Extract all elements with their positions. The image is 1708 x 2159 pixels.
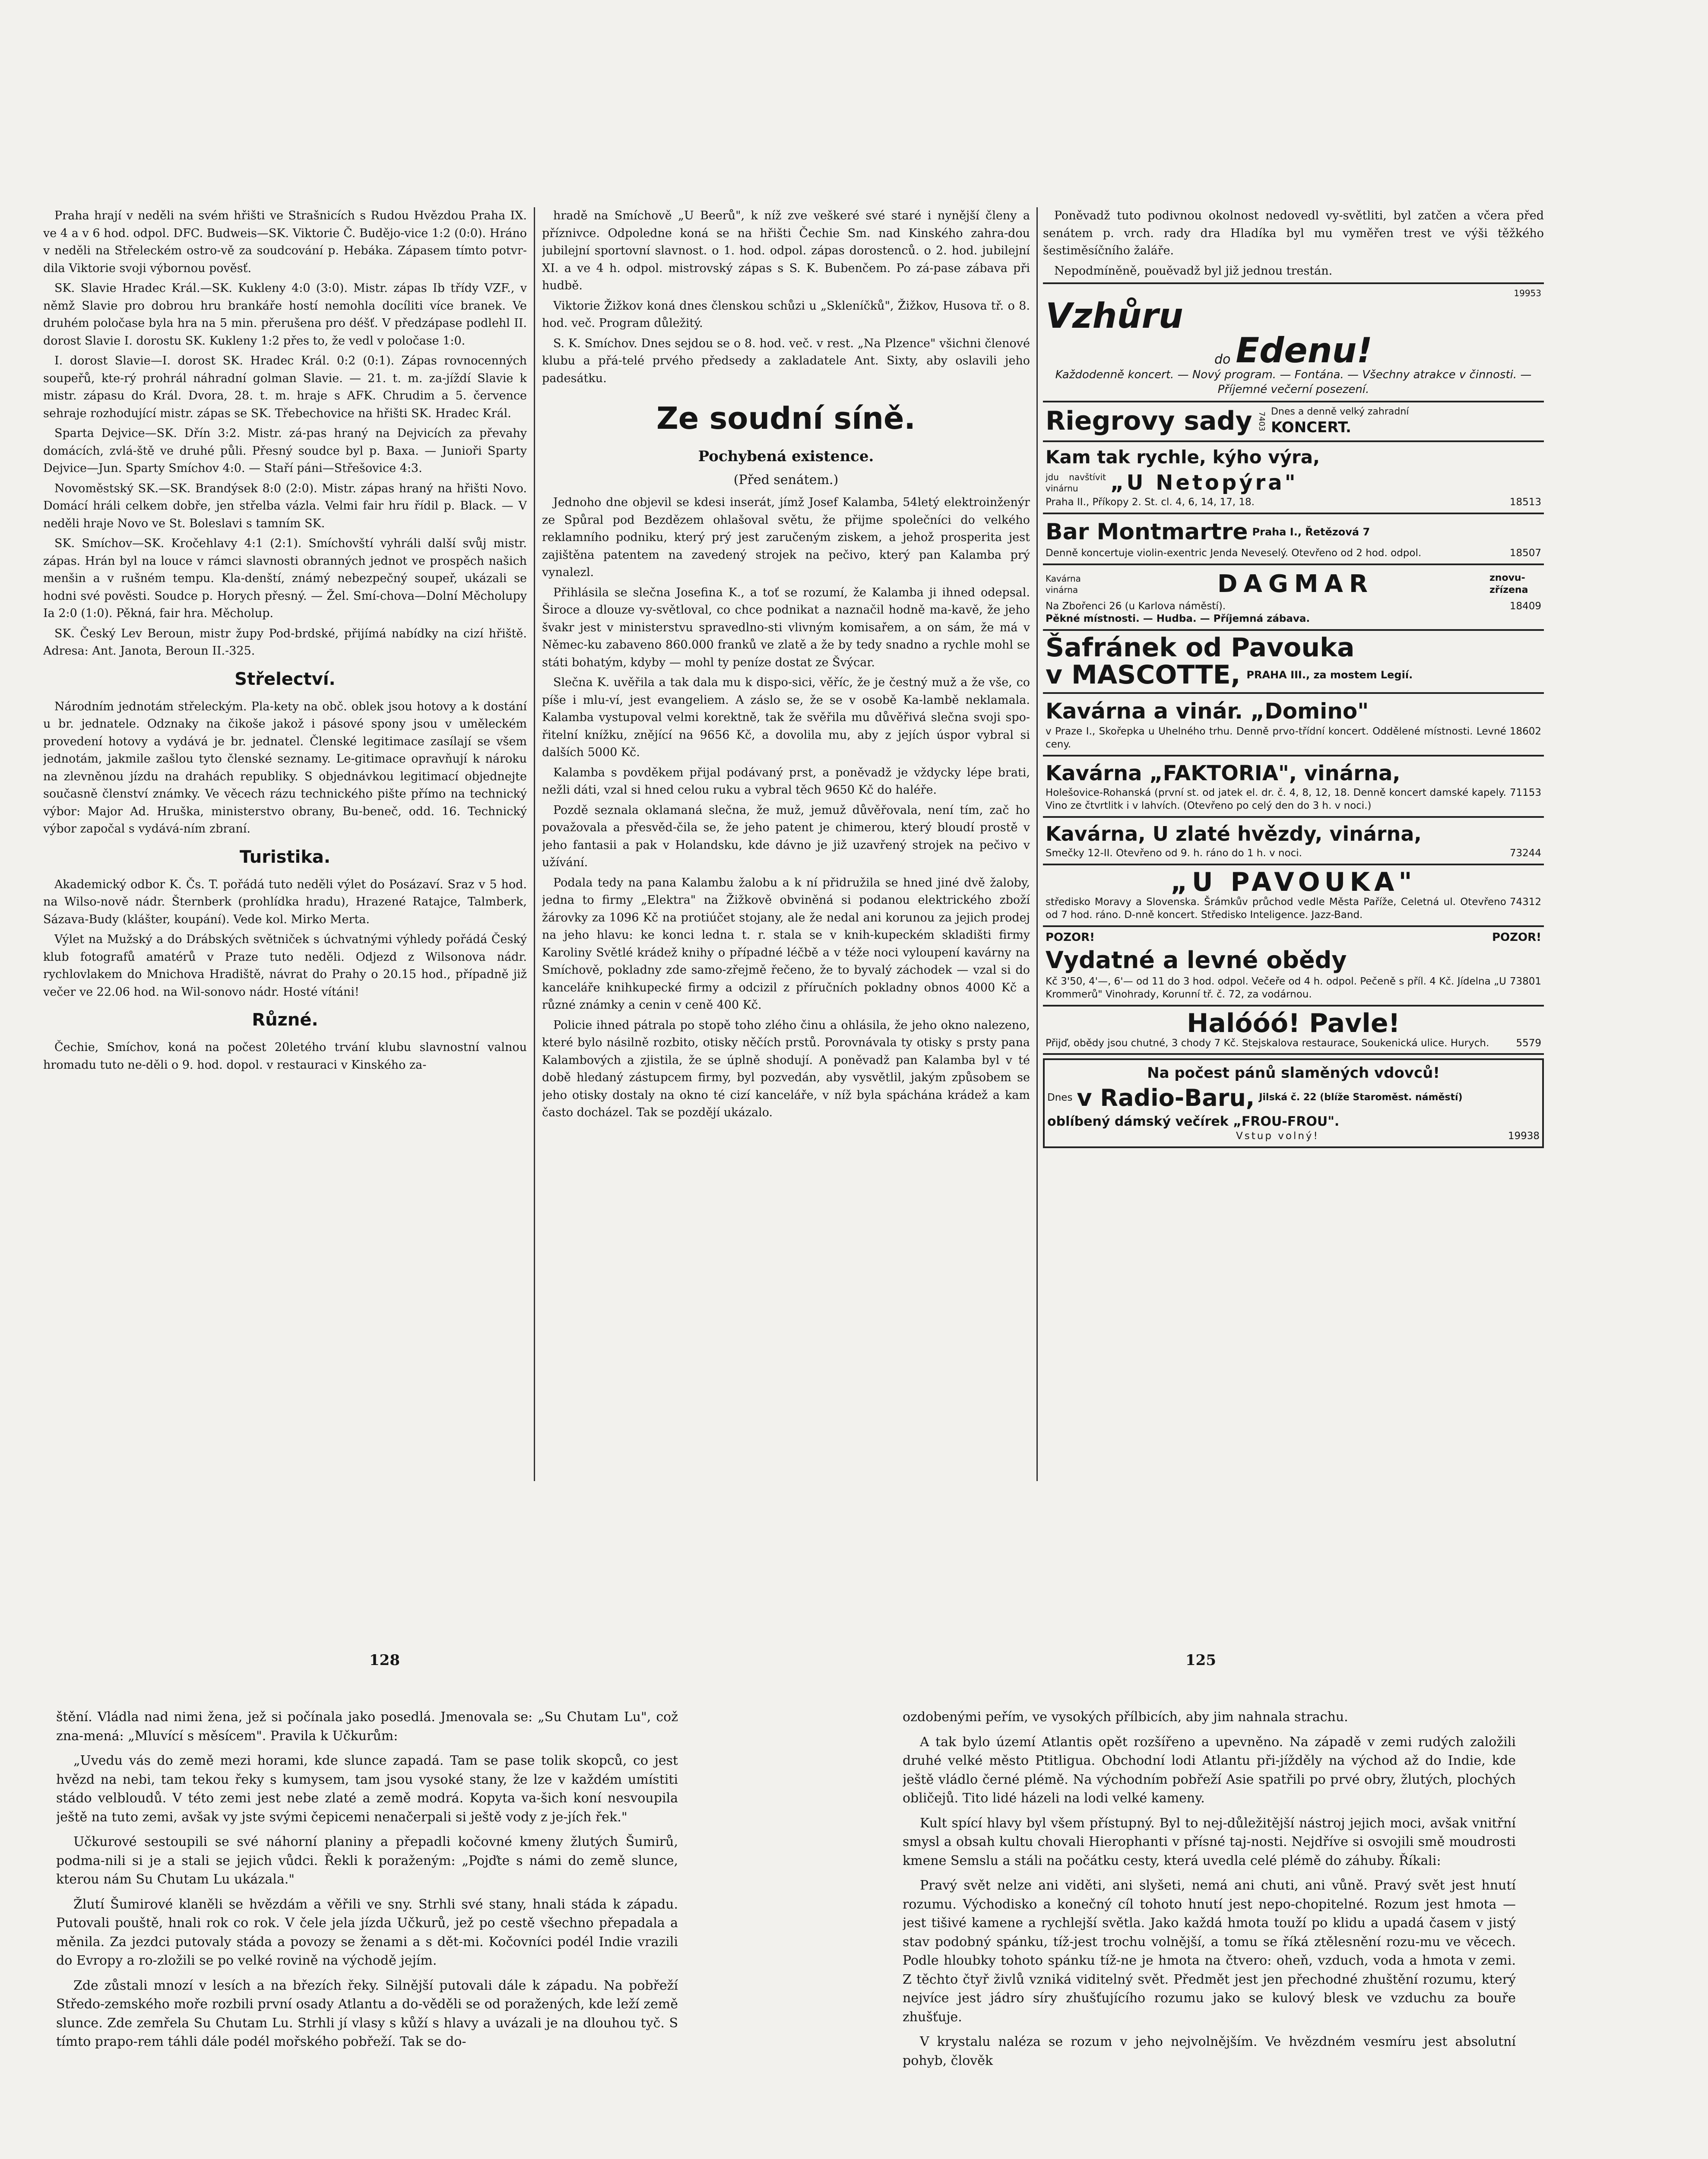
paragraph: „Uvedu vás do země mezi horami, kde slunce zapadá. Tam se pase tolik skopců, co jest hvězd na nebi, tam tekou řeky s kumysem, tam jsou vysoké stany, že lze v každém umístiti stádo velbloudů. V této zemi jest nebe zlaté a země modrá. Kopyta va-šich koní nesvoupila ještě na tuto zemi, avšak vy jste svými čepicemi nenačerpali si ještě vody z je-jích řek." [56,1753,678,1825]
ad-headline: v Radio-Baru, [1077,1084,1255,1111]
paragraph: V krystalu naléza se rozum v jeho nejvolnějším. Ve hvězdném vesmíru jest absolutní pohyb, člověk [903,2034,1516,2068]
section-heading: Různé. [252,1010,318,1030]
ad-text: znovu-zřízena [1489,572,1528,596]
ad-headline: Kavárna a vinár. „Domino" [1046,699,1369,724]
ad-text: Příjemné večerní posezení. [1217,383,1369,396]
ad-headline: Kavárna „FAKTORIA", vinárna, [1046,761,1401,786]
paragraph: Čechie, Smíchov, koná na počest 20letého trvání klubu slavnostní valnou hromadu tuto ne-děli o 9. hod. dopol. v restauraci v Kinského za- [43,1041,527,1072]
ad-u-pavouka [1043,865,1544,927]
sports-column [43,207,527,1481]
paragraph: Výlet na Mužský a do Drábských světniček s úchvatnými výhledy pořádá Český klub fotografů amatérů v Praze tuto neděli. Odjezd z Wilsonova nádr. rychlovlakem do Mnichova Hradiště, návrat do Prahy o 20.15 hod., případně již večer ve 22.06 hod. na Wil-sonovo nádr. Hosté vítáni! [43,933,527,999]
ad-text: POZOR! [1046,931,1095,944]
paragraph: SK. Smíchov—SK. Kročehlavy 4:1 (2:1). Smíchovští vyhráli další svůj mistr. zápas. Hrán byl na louce v rámci slavnosti obranných jednot ve prospěch našich menšin a v rušném tempu. Kla-denští, známý nebezpečný soupeř, ukázali se hodni své pověsti. Soudce p. Horych přesný. — Žel. Smí-chova—Dolní Měcholupy Ia 2:0 (1:0). Pěkná, fair hra. Měcholup. [43,537,527,620]
ad-text: Dnes [1047,1092,1073,1103]
ad-text: Vstup volný! [1236,1130,1319,1142]
ad-text: Přijď, obědy jsou chutné, 3 chody 7 Kč. Stejskalova restaurace, Soukenická ulice. Hurych. [1046,1037,1489,1049]
ad-obedy [1043,927,1544,1007]
ad-number: 71153 [1509,787,1541,799]
ad-text: Jilská č. 22 (blíže Staroměst. náměstí) [1259,1092,1463,1103]
paragraph: Zde zůstali mnozí v lesích a na březích řeky. Silnější putovali dále k západu. Na pobřeží Středo-zemského moře rozbili první osady Atlantu a do-věděli se od poražených, kde leží země slunce. Zde zemřela Su Chutam Lu. Strhli jí vlasy s kůží s hlavy a uvázali je na dlouhou tyč. S tímto prapo-rem táhli dále podél mořského pobřeží. Tak se do- [56,1978,678,2049]
paragraph: Jednoho dne objevil se kdesi inserát, jímž Josef Kalamba, 54letý elektroinženýr ze Spůral pod Bezdězem ohlašoval světu, že přijme společníci do velkého reklamního podniku, který prý jest zaručeným ziskem, a jehož prosperita jest zajištěna patentem na zavedený strojek na pečivo, který pan Kalamba prý vynalezl. [542,496,1030,579]
paragraph: hradě na Smíchově „U Beerů", k níž zve veškeré své staré i nynější členy a příznivce. Odpoledne koná se na hřišti Čechie Sm. nad Kinského zahra-dou jubilejní sportovní slavnost. o 1. hod. odpol. zápas dorostenců. o 2. hod. jubilejní XI. a ve 4 h. odpol. mistrovský zápas s S. K. Bubenčem. Po zá-pase zábava při hudbě. [542,209,1030,292]
paragraph: štění. Vládla nad nimi žena, jež si počínala jako posedlá. Jmenovala se: „Su Chutam Lu", což zna-mená: „Mluvící s měsícem". Pravila k Učkurům: [56,1709,678,1744]
ad-text: v Praze I., Skořepka u Uhelného trhu. Denně prvo-třídní koncert. Oddělené místnosti. Levné ceny. [1046,726,1506,750]
paragraph: Učkurové sestoupili se své náhorní planiny a přepadli kočovné kmeny žlutých Šumirů, podma-nili si je a stali se jejich vůdci. Řekli k poraženým: „Pojďte s námi do země slunce, kterou nám Su Chutam Lu ukázala." [56,1834,678,1887]
paragraph: Pravý svět nelze ani viděti, ani slyšeti, nemá ani chuti, ani vůně. Pravý svět jest hnutí rozumu. Východisko a konečný cíl tohoto hnutí jest nepo-chopitelné. Rozum jest hmota — jest tišivé kamene a rychlejší světla. Jako každá hmota touží po klidu a upadá časem v jistý stav podobný spánku, tíž-jest trochu volnější, a tomu se říká ztělesnění rozu-mu ve věcech. Podle hloubky tohoto spánku tíž-ne je hmota na čtvero: oheň, vzduch, voda a hmota v zemi. Z těchto čtyř živlů vzniká viditelný svět. Předmět jest jen přechodné zhuštění rozumu, který nejvíce jest jádro síry zhušťujícího rozumu jako se kulový blesk ve vzduchu za bouře zhušťuje. [903,1878,1516,2025]
ad-text: Každodenně koncert. — Nový program. — Fontána. — Všechny atrakce v činnosti. — [1055,368,1532,381]
column-divider [534,207,535,1481]
ad-headline: Kavárna, U zlaté hvězdy, vinárna, [1046,822,1422,846]
ad-riegrovy-sady [1043,402,1544,443]
ad-number: 73244 [1509,848,1541,859]
ad-number: 18513 [1509,497,1541,508]
section-heading: Turistika. [239,847,331,867]
ad-dagmar [1043,565,1544,631]
section-heading: Střelectví. [234,669,336,689]
ad-headline: Halóóó! Pavle! [1187,1008,1400,1038]
ad-headline: Na počest pánů slaměných vdovců! [1147,1064,1440,1082]
ad-text: oblíbený dámský večírek „FROU-FROU". [1047,1114,1340,1129]
page-number-right: 125 [1185,1652,1216,1669]
paragraph: Akademický odbor K. Čs. T. pořádá tuto neděli výlet do Posázaví. Sraz v 5 hod. na Wilso-nově nádr. Šternberk (prohlídka hradu), Hrazené Ratajce, Talmberk, Sázava-Budy (klášter, koupání). Vede kol. Mirko Merta. [43,877,527,926]
ad-number: 19953 [1514,288,1541,298]
ad-number: 18409 [1509,600,1541,612]
paragraph: Kalamba s povděkem přijal podávaný prst, a poněvadž je vždycky lépe brati, nežli dáti, vzal si hned celou ruku a vybral těch 9650 Kč do haléře. [542,766,1030,797]
paragraph: Kult spící hlavy byl všem přístupný. Byl to nej-důležitější nástroj jejich moci, avšak vnitřní smysl a obsah kultu chovali Hierophanti v přísné taj-nosti. Nejdříve si osvojili smě moudrosti kmene Semslu a stáli na počátku cesty, která uvedla celé plémě do záhuby. Říkali: [903,1815,1516,1868]
ads-column [1043,207,1544,1481]
ad-zlate-hvezdy [1043,818,1544,865]
ad-text: Dnes a denně velký zahradní [1271,406,1409,417]
ad-text: Na Zbořenci 26 (u Karlova náměstí). [1046,600,1226,612]
ad-text: Kavárna vinárna [1046,573,1081,595]
page-number-left: 128 [369,1652,400,1669]
ad-radio-bar [1043,1058,1544,1148]
ad-text: PRAHA III., za mostem Legií. [1246,669,1413,681]
ad-faktoria [1043,757,1544,818]
paragraph: Policie ihned pátrala po stopě toho zlého činu a ohlásila, že jeho okno nalezeno, které bylo násilně rozbito, otisky něčích prstů. Porovnávala ty otisky s prsty pana Kalambových a zjistila, že se úplně shodují. A poněvadž pan Kalamba byl v té době hledaný zástupcem firmy, byl pozvedán, aby vysvětlil, jakým způsobem se jeho otisky dostaly na okno té cizí kanceláře, v níž byla spáchána krádež a kam často docházel. Tak se pozdějí ukázalo. [542,1018,1030,1119]
column-divider [1036,207,1038,1481]
ad-bar-montmartre [1043,514,1544,565]
ad-netopyr [1043,442,1544,514]
ad-headline: Edenu! [1236,330,1372,370]
ad-text: Praha I., Řetězová 7 [1252,526,1370,538]
ad-headline: Kam tak rychle, kýho výra, [1046,446,1320,468]
ad-safranek [1043,631,1544,694]
ad-number: 7403 [1257,412,1266,431]
paragraph: ozdobenými peřím, ve vysokých přílbicích, aby jim nahnala strachu. [903,1709,1348,1725]
paragraph: Praha hrají v neděli na svém hřišti ve Strašnicích s Rudou Hvězdou Praha IX. ve 4 a v 6 hod. odpol. DFC. Budweis—SK. Viktorie Č. Budějo-vice 1:2 (0:0). Hráno v neděli na Střeleckém ostro-vě za soudcování p. Hebáka. Zápasem tímto potvr-dila Viktorie svoji výbornou pověsť. [43,209,527,275]
paragraph: Nepodmíněně, pouěvadž byl již jednou trestán. [1054,264,1333,278]
ad-domino [1043,694,1544,757]
ad-halo-pavle [1043,1007,1544,1055]
ad-number: 73801 [1509,975,1541,987]
ad-text: jdu navštívit vinárnu [1046,472,1106,494]
ad-eden [1043,282,1544,402]
ad-text: středisko Moravy a Slovenska. Šrámkův průchod vedle Města Paříže, Celetná ul. Otevřeno od 7 hod. ráno. D-nně koncert. Středisko Inteligence. Jazz-Band. [1046,896,1506,921]
paragraph: I. dorost Slavie—I. dorost SK. Hradec Král. 0:2 (0:1). Zápas rovnocenných soupeřů, kte-rý prohrál náhradní golman Slavie. — 21. t. m. za-jíždí Slavie k mistr. zápasu do Král. Dvora, 28. t. m. hraje s AFK. Chrudim a 5. července sehraje rozhodující mistr. zápas se SK. Třebechovice na hřišti SK. Hradec Král. [43,354,527,420]
paragraph: S. K. Smíchov. Dnes sejdou se o 8. hod. več. v rest. „Na Plzence" všichni členové klubu a přá-telé prvého předsedy a zakladatele Ant. Sixty, aby oslavili jeho padesátku. [542,336,1030,385]
article-subtitle: Pochybená existence. [698,448,874,465]
paragraph: SK. Český Lev Beroun, mistr župy Pod-brdské, přijímá nabídky na cizí hřiště. Adresa: Ant. Janota, Beroun II.-325. [43,627,527,658]
book-page-left [56,1708,678,2159]
court-column [542,207,1030,1481]
ad-text: Denně koncertuje violin-exentric Jenda Neveselý. Otevřeno od 2 hod. odpol. [1046,547,1422,559]
ad-headline: Šafránek od Pavouka [1046,633,1355,663]
ad-number: 74312 [1509,896,1541,908]
paragraph: Žlutí Šumirové klaněli se hvězdám a věřili ve sny. Strhli své stany, hnali stáda k západu. Putovali pouště, hnali rok co rok. V čele jela jízda Učkurů, jež po cestě všechno přepadala a měnila. Za jezdci putovaly stáda a povozy se ženami a s dět-mi. Kočovníci podél Indie vrazili do Evropy a ro-zložili se po velké rovině na východě jejím. [56,1896,678,1968]
paragraph: Sparta Dejvice—SK. Dřín 3:2. Mistr. zá-pas hraný na Dejvicích za převahy domácích, zvlá-ště ve druhé půli. Přesný soudce byl p. Baxa. — Junioři Sparty Dejvice—Jun. Sparty Smíchov 4:0. — Staří páni—Střešovice 4:3. [43,427,527,475]
ad-text: Kč 3'50, 4'—, 6'— od 11 do 3 hod. odpol. Večeře od 4 h. odpol. Pečeně s příl. 4 Kč. Jídelna „U Krommerů" Vinohrady, Korunní tř. č. 72, za vodárnou. [1046,975,1506,1000]
ad-headline: DAGMAR [1217,570,1374,598]
ad-text: KONCERT. [1271,419,1351,437]
ad-number: 18507 [1509,547,1541,559]
paragraph: Přihlásila se slečna Josefina K., a toť se rozumí, že Kalamba ji ihned odepsal. Široce a dlouze vy-světloval, co chce podnikat a naznačil hodně ma-kavě, že jeho švakr jest v ministerstvu spravedlno-sti vlivným komisařem, a on sám, že má v Němec-ku zabaveno 860.000 franků ve zlatě a že by tedy snadno a rychle mohl se státi bohatým, kdyby — mohl ty peníze dostat ze Švýcar. [542,586,1030,669]
paragraph: Pozdě seznala oklamaná slečna, že muž, jemuž důvěřovala, není tím, zač ho považovala a přesvěd-čila se, že jeho patent je chimerou, který bloudí prostě v jeho fantasii a pak v Holandsku, kde dávno je již uzavřený strojek na pečivo v užívání. [542,803,1030,869]
ad-text: Praha II., Příkopy 2. St. cl. 4, 6, 14, 17, 18. [1046,497,1255,508]
paragraph: Podala tedy na pana Kalambu žalobu a k ní přidružila se hned jiné dvě žaloby, jedna to firmy „Elektra" na Žižkově obviněná si podanou elektrického zboží žárovky za 1096 Kč na protiúčet stojany, ale že nedal ani korunou za jejich prodej na jeho hlavu: ke konci ledna t. r. stala se v knih-kupeckém skladišti firmy Karoliny Světlé krádež knihy o případné léčbě a v téže noci vyloupení kavárny na Smíchově, pokladny zde samo-zřejmě řečeno, že to byvalý záchodek — vzal si do kanceláře knihkupecké firmy a odcizil z příručních pokladny obnos 4000 Kč a různé známky a cenin v ceně 400 Kč. [542,876,1030,1012]
paragraph: A tak bylo území Atlantis opět rozšířeno a upevněno. Na západě v zemi rudých založili druhé velké město Ptitligua. Obchodní lodi Atlantu při-jížděly na východ až do Indie, kde ještě vládlo černé plémě. Na východním pobřeží Asie spatřili po prvé obry, žlutých, plochých obličejů. Tito lidé házeli na lodi velké kameny. [903,1734,1516,1806]
ad-text: Holešovice-Rohanská (první st. od jatek el. dr. č. 4, 8, 12, 18. Denně koncert damské kapely. Vino ze čtvrtlitk i v lahvích. (Otevřeno po celý den do 3 h. v noci.) [1046,787,1506,812]
article-title: Ze soudní síně. [656,401,916,436]
book-page-right [903,1708,1516,2159]
ad-text: POZOR! [1492,931,1541,944]
ad-headline: „U PAVOUKA" [1170,867,1416,897]
ad-headline: v MASCOTTE, [1046,660,1241,690]
paragraph: SK. Slavie Hradec Král.—SK. Kukleny 4:0 (3:0). Mistr. zápas Ib třídy VZF., v němž Slavie pro dobrou hru brankáře hostí nemohla docíliti více branek. Ve druhém poločase byla hra na 5 min. přerušena pro déšť. V předzápase podlehl II. dorost Slavie I. dorostu SK. Kukleny 1:2 přes to, že vedl v poločase 1:0. [43,282,527,348]
paragraph: Národním jednotám střeleckým. Pla-kety na obč. oblek jsou hotovy a k dostání u br. jednatele. Odznaky na čikoše jakož i pásové spony jsou v uměleckém provedení hotovy a vydává je br. jednatel. Členské legitimace zasílají se všem jednotám, jakmile zašlou tyto členské seznamy. Le-gitimace opravňují k nároku na zlevněnou jízdu na drahách republiky. S objednávkou legitimací objednejte současně členství známky. Ve věcech rázu technického pište přímo na technický výbor: Major Ad. Hruška, ministerstvo obrany, Bu-beneč, odd. 16. Technický výbor započal s vydává-ním zbraní. [43,700,527,836]
ad-headline: Bar Montmartre [1046,519,1248,545]
paragraph: Novoměstský SK.—SK. Brandýsek 8:0 (2:0). Mistr. zápas hraný na hřišti Novo. Domácí hráli celkem dobře, jen střelba vázla. Velmi fair hru řídil p. Black. — V neděli hraje Novo ve St. Boleslavi s tamním SK. [43,481,527,530]
ad-text: Pěkné místnosti. — Hudba. — Příjemná zábava. [1046,613,1310,625]
ad-number: 19938 [1508,1130,1540,1142]
article-note: (Před senátem.) [733,472,839,488]
ad-headline: Vydatné a levné obědy [1046,946,1347,974]
ad-number: 18602 [1509,726,1541,738]
ad-text: do [1214,352,1231,367]
ad-headline: Vzhůru [1046,296,1183,336]
ad-headline: „U Netopýra" [1110,470,1298,495]
ad-headline: Riegrovy sady [1046,406,1252,437]
paragraph: Poněvadž tuto podivnou okolnost nedovedl vy-světliti, byl zatčen a včera před senátem p. vrch. rady dra Hladíka byl mu vyměřen trest ve výši těžkého šestiměsíčního žaláře. [1043,209,1544,257]
paragraph: Viktorie Žižkov koná dnes členskou schůzi u „Skleníčků", Žižkov, Husova tř. o 8. hod. več. Program důležitý. [542,299,1030,330]
ad-number: 5579 [1516,1037,1541,1049]
ad-text: Smečky 12-II. Otevřeno od 9. h. ráno do 1 h. v noci. [1046,848,1302,859]
paragraph: Slečna K. uvěřila a tak dala mu k dispo-sici, věříc, že je čestný muž a že vše, co píše i mlu-ví, jest evangeliem. A záslo se, že se v osobě Ka-lambě neklamala. Kalamba vystupoval velmi korektně, tak že svěřila mu důvěřivá slečna svoji spo-řitelní knížku, znějící na 9656 Kč, a dovolila mu, aby z jejích úspor vybral si dalších 5000 Kč. [542,676,1030,759]
